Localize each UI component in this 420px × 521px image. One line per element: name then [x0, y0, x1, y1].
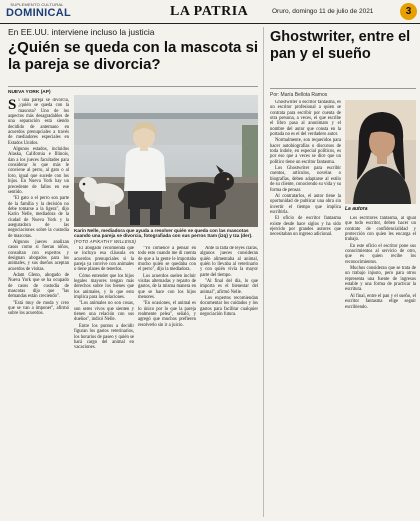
article-column-6 — [345, 216, 416, 516]
masthead — [0, 0, 420, 24]
dateline: Oruro, domingo 11 de julio de 2021 — [272, 8, 374, 15]
paragraph: "En ocasiones, el animal es lo único por lo que la pareja realmente pelea", señaló, y agregó que muchos prefieren resolverlo sin ir a juicio. — [138, 301, 196, 328]
paragraph: Adam Glenn, abogado de Nueva York que se ha ocupado de casos de custodia de mascotas dijo que "las demandas están creciendo". — [8, 273, 69, 300]
author-photo — [345, 100, 416, 204]
paragraph: Ante la falta de leyes claras, algunos jueces consideran quién alimentaba al animal, quién lo llevaba al veterinario y con quién vivía la mayor parte del tiempo. — [200, 246, 258, 278]
author-portrait — [345, 100, 416, 204]
author-photo-caption: La autora — [345, 206, 368, 212]
paragraph: Entre los puntos a decidir figuran los gastos veterinarios, los horarios de paseo y quién se hará cargo del animal en vacaciones. — [74, 323, 134, 351]
author-byline: Por: María Bellota Ramos — [270, 92, 328, 98]
paragraph: "Está muy de moda y creo que se van a imponer", afirmó sobre los acuerdos. — [8, 300, 69, 317]
drop-cap: S — [8, 98, 17, 113]
paragraph: i una pareja se divorcia, ¿quién se queda con la mascota? Uno de los aspectos más desagradables de una separación está siendo decidido de antemano en acuerdos prenupciales a través de mediadores especiales en Estados Unidos. — [8, 98, 69, 146]
paragraph: Muchos consideran que se trata de un trabajo injusto, pero para otros representa una fuente de ingresos estable y una forma de practicar la escritura. — [345, 266, 416, 293]
paragraph: Los expertos recomiendan documentar los cuidados y los gastos para facilitar cualquier negociación futura. — [200, 296, 258, 318]
paragraph: "Los animales no son cosas, son seres vivos que sienten y tienen una relación con sus dueños", indicó Nelle. — [74, 301, 134, 323]
photo-credit: (FOTO AP/KATHY WILLENS) — [74, 238, 137, 244]
headline-rule — [8, 86, 258, 87]
article-column-1 — [8, 98, 69, 516]
article-kicker: En EE.UU. interviene incluso la justicia — [8, 27, 155, 37]
article-headline-right: Ghostwriter, entre el pan y el sueño — [270, 29, 411, 62]
article-photo — [74, 95, 258, 227]
headline-rule-right — [270, 88, 416, 89]
article-column-5 — [270, 100, 341, 516]
article-column-4 — [200, 246, 258, 516]
brand-name: DOMINICAL — [6, 7, 72, 19]
article-dateline: NUEVA YORK (AP) — [8, 90, 51, 95]
paragraph: Ghostwriter o escritor fantasma, es un escritor profesional a quien se contrata para escribir por cuenta de otra persona, a veces, el que escribe el libro pasa al anonimato y el nombre del autor que consta en la portada no es el del verdadero autor. — [270, 100, 341, 138]
photo-caption — [74, 228, 258, 244]
article-headline: ¿Quién se queda con la mascota si la pareja se divorcia? — [8, 39, 259, 73]
paragraph: En este oficio el escritor pone sus conocimientos al servicio de otro, que es quien recibe los reconocimientos. — [345, 243, 416, 265]
paragraph: "Al final del día, lo que importa es el bienestar del animal", afirmó Nelle. — [200, 279, 258, 295]
page-number-badge: 3 — [400, 3, 417, 20]
paragraph: Cómo entender que los hijos legales mayores tengan más derechos sobre los bienes que los animales, y lo que esto implica para las relaciones. — [74, 273, 134, 301]
woman-with-dogs-photo — [74, 95, 258, 227]
paragraph: "El gato o el perro son parte de la familia y la decisión no debe tomarse a la ligera", dijo Karin Nelle, mediadora de la ciudad de Nueva York y la aseguradora de las negociaciones sobre la custodia de mascotas. — [8, 196, 69, 239]
paragraph: Los acuerdos suelen incluir visitas alternadas y reparto de gastos, de la misma manera en que se hace con los hijos menores. — [138, 273, 196, 301]
paragraph: Al contratarlos, el autor tiene la oportunidad de publicar una obra sin invertir el tiempo que implica escribirla. — [270, 193, 341, 215]
paragraph: Al final, entre el pan y el sueño, el escritor fantasma elige seguir escribiendo. — [345, 293, 416, 310]
paragraph: Algunos jueces analizan casos como si fueran niños, consultan con expertos y designan abogados para los animales, y sus dueños aceptan acuerdos de visitas. — [8, 239, 69, 272]
brand-logo — [6, 2, 72, 21]
paragraph: Algunos estados, incluidos Alaska, California e Illinois, dan a los jueces facultades para considerar lo que más le conviene al perro, al gato o al loro, igual que sucede con los hijos. En Nueva York hay un precedente de fallos en ese sentido. — [8, 147, 69, 195]
paragraph: Los Ghostwriter para escribir cuentos, artículos, novelas o biografías, deben adaptarse al estilo de su cliente, conociendo su vida y su forma de pensar. — [270, 166, 341, 193]
article-column-2 — [74, 246, 134, 516]
paragraph: El oficio de escritor fantasma existe desde hace siglos y ha sido ejercido por grandes autores que necesitaban un ingreso adicional. — [270, 216, 341, 238]
paragraph: "Yo comencé a pensar en todo esto cuando me di cuenta de que a la gente le importaba mucho quién se quedaba con el perro", dijo la mediadora. — [138, 246, 196, 273]
article-column-3 — [138, 246, 196, 516]
column-divider — [263, 27, 264, 517]
brand-subtitle: SUPLEMENTO CULTURAL — [10, 2, 64, 7]
paragraph: Normalmente, son requeridos para hacer autobiografías o discursos de toda índole, en especial políticos, es por eso que a veces se dice que un político tiene un escritor fantasma. — [270, 138, 341, 165]
newspaper-name: LA PATRIA — [170, 4, 249, 19]
paragraph: Los escritores fantasma, al igual que todo escritor, deben hacer un contrato de confidencialidad y protección con quien les encarga el trabajo. — [345, 216, 416, 243]
caption-text: Karin Nelle, mediadora que ayuda a resolver quién se queda con las mascotas cuando una pareja se divorcia, fotografiada con sus perros Sam (izq) y Iza (der). — [74, 228, 253, 239]
paragraph: El abogado recomienda que se incluya esa cláusula en acuerdos prenupciales si la pareja ya convive con animales o tiene planes de tenerlos. — [74, 246, 134, 273]
